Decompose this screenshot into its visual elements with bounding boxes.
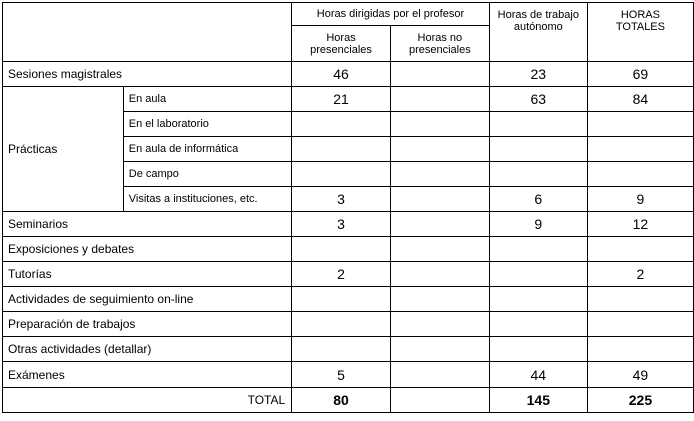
total-label: TOTAL <box>3 388 292 413</box>
cell-presenciales <box>292 312 391 337</box>
cell-total: 84 <box>587 87 693 112</box>
header-autonomo: Horas de trabajo autónomo <box>489 3 587 62</box>
cell-no-presenciales <box>390 362 489 388</box>
header-no-presenciales: Horas no presenciales <box>390 26 489 62</box>
cell-presenciales <box>292 137 391 162</box>
cell-total <box>587 237 693 262</box>
cell-no-presenciales <box>390 237 489 262</box>
header-presenciales: Horas presenciales <box>292 26 391 62</box>
sub-row-label: De campo <box>123 162 291 187</box>
cell-no-presenciales <box>390 62 489 87</box>
cell-presenciales <box>292 237 391 262</box>
table-row <box>3 262 694 287</box>
cell-no-presenciales <box>390 162 489 187</box>
cell-autonomo <box>489 112 587 137</box>
row-label: Actividades de seguimiento on-line <box>3 287 292 312</box>
table-row <box>3 337 694 362</box>
cell-total: 69 <box>587 62 693 87</box>
cell-total <box>587 287 693 312</box>
cell-no-presenciales <box>390 337 489 362</box>
cell-autonomo <box>489 137 587 162</box>
cell-no-presenciales <box>390 187 489 212</box>
cell-total: 9 <box>587 187 693 212</box>
cell-presenciales: 3 <box>292 187 391 212</box>
cell-total: 49 <box>587 362 693 388</box>
cell-autonomo: 63 <box>489 87 587 112</box>
row-label: Seminarios <box>3 212 292 237</box>
cell-no-presenciales <box>390 112 489 137</box>
cell-presenciales: 3 <box>292 212 391 237</box>
row-label: Sesiones magistrales <box>3 62 292 87</box>
cell-presenciales <box>292 112 391 137</box>
header-group-profesor: Horas dirigidas por el profesor <box>292 3 490 26</box>
cell-autonomo <box>489 237 587 262</box>
table-row <box>3 237 694 262</box>
cell-no-presenciales <box>390 262 489 287</box>
row-label: Preparación de trabajos <box>3 312 292 337</box>
cell-autonomo <box>489 262 587 287</box>
practicas-label: Prácticas <box>3 87 124 212</box>
cell-autonomo <box>489 312 587 337</box>
cell-total <box>587 312 693 337</box>
cell-presenciales: 2 <box>292 262 391 287</box>
cell-presenciales: 5 <box>292 362 391 388</box>
total-row <box>3 388 694 413</box>
cell-autonomo <box>489 162 587 187</box>
cell-total <box>587 137 693 162</box>
header-blank-cell <box>3 3 292 62</box>
cell-no-presenciales <box>390 137 489 162</box>
cell-presenciales: 46 <box>292 62 391 87</box>
table-row <box>3 287 694 312</box>
cell-total: 12 <box>587 212 693 237</box>
cell-presenciales <box>292 287 391 312</box>
sub-row-label: En aula <box>123 87 291 112</box>
cell-no-presenciales <box>390 287 489 312</box>
header-totales: HORAS TOTALES <box>587 3 693 62</box>
table-row <box>3 62 694 87</box>
cell-total <box>587 337 693 362</box>
sub-row-label: En aula de informática <box>123 137 291 162</box>
sub-row-label: Visitas a instituciones, etc. <box>123 187 291 212</box>
cell-autonomo: 6 <box>489 187 587 212</box>
cell-total: 2 <box>587 262 693 287</box>
hours-table <box>2 2 694 413</box>
cell-no-presenciales <box>390 212 489 237</box>
cell-total <box>587 162 693 187</box>
row-label: Tutorías <box>3 262 292 287</box>
total-presenciales: 80 <box>292 388 391 413</box>
cell-autonomo: 44 <box>489 362 587 388</box>
cell-autonomo: 23 <box>489 62 587 87</box>
cell-presenciales: 21 <box>292 87 391 112</box>
row-label: Otras actividades (detallar) <box>3 337 292 362</box>
total-autonomo: 145 <box>489 388 587 413</box>
row-label: Exámenes <box>3 362 292 388</box>
total-no-presenciales <box>390 388 489 413</box>
cell-autonomo <box>489 337 587 362</box>
table-row <box>3 312 694 337</box>
table-row <box>3 212 694 237</box>
sub-row-label: En el laboratorio <box>123 112 291 137</box>
table-row <box>3 87 694 112</box>
cell-total <box>587 112 693 137</box>
cell-presenciales <box>292 337 391 362</box>
row-label: Exposiciones y debates <box>3 237 292 262</box>
cell-autonomo <box>489 287 587 312</box>
cell-no-presenciales <box>390 87 489 112</box>
cell-no-presenciales <box>390 312 489 337</box>
cell-presenciales <box>292 162 391 187</box>
header-row-1 <box>3 3 694 26</box>
total-total: 225 <box>587 388 693 413</box>
table-row <box>3 362 694 388</box>
cell-autonomo: 9 <box>489 212 587 237</box>
